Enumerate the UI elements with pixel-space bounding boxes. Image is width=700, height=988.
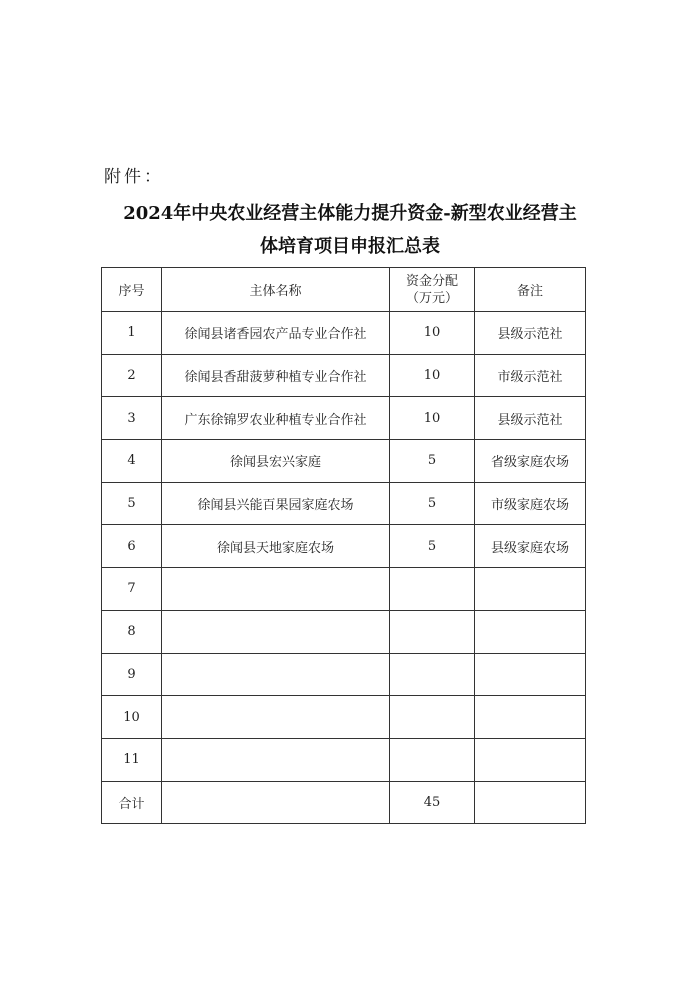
cell-note — [475, 696, 586, 739]
cell-name: 徐闻县兴能百果园家庭农场 — [162, 482, 390, 525]
header-fund-line1: 资金分配 — [405, 273, 458, 289]
table-row — [102, 610, 586, 653]
cell-fund — [390, 610, 475, 653]
attachment-label: 附件： — [104, 167, 164, 187]
cell-name: 徐闻县天地家庭农场 — [162, 525, 390, 568]
cell-fund: 5 — [390, 482, 475, 525]
cell-name — [162, 653, 390, 696]
table-total-row — [102, 781, 586, 823]
cell-note — [475, 610, 586, 653]
cell-seq: 10 — [102, 696, 162, 739]
table-row — [102, 397, 586, 440]
header-note: 备注 — [475, 268, 586, 312]
header-fund — [390, 268, 475, 312]
total-label: 合计 — [102, 781, 162, 823]
cell-seq: 1 — [102, 312, 162, 355]
cell-name — [162, 568, 390, 611]
cell-name — [162, 610, 390, 653]
cell-note: 县级家庭农场 — [475, 525, 586, 568]
cell-seq: 4 — [102, 440, 162, 483]
cell-name: 徐闻县诸香园农产品专业合作社 — [162, 312, 390, 355]
cell-name — [162, 738, 390, 781]
cell-fund: 5 — [390, 525, 475, 568]
total-note — [475, 781, 586, 823]
summary-table — [101, 267, 586, 824]
table-row — [102, 312, 586, 355]
table-header-row — [102, 268, 586, 312]
cell-seq: 6 — [102, 525, 162, 568]
table-row — [102, 525, 586, 568]
cell-fund — [390, 653, 475, 696]
cell-note: 市级家庭农场 — [475, 482, 586, 525]
cell-fund: 10 — [390, 312, 475, 355]
cell-seq: 7 — [102, 568, 162, 611]
cell-seq: 3 — [102, 397, 162, 440]
cell-name: 徐闻县宏兴家庭 — [162, 440, 390, 483]
cell-fund: 5 — [390, 440, 475, 483]
table-row — [102, 568, 586, 611]
table-row — [102, 440, 586, 483]
cell-note — [475, 653, 586, 696]
total-name — [162, 781, 390, 823]
header-name: 主体名称 — [162, 268, 390, 312]
table-row — [102, 482, 586, 525]
cell-note — [475, 738, 586, 781]
cell-name — [162, 696, 390, 739]
table-row — [102, 653, 586, 696]
document-title-line1: 2024年中央农业经营主体能力提升资金-新型农业经营主 — [123, 203, 577, 224]
cell-seq: 5 — [102, 482, 162, 525]
cell-seq: 8 — [102, 610, 162, 653]
cell-seq: 11 — [102, 738, 162, 781]
table-row — [102, 696, 586, 739]
cell-fund: 10 — [390, 397, 475, 440]
cell-seq: 9 — [102, 653, 162, 696]
cell-note: 市级示范社 — [475, 354, 586, 397]
cell-note: 县级示范社 — [475, 312, 586, 355]
cell-note — [475, 568, 586, 611]
cell-fund — [390, 738, 475, 781]
cell-fund — [390, 696, 475, 739]
document-title-line2: 体培育项目申报汇总表 — [260, 236, 440, 257]
cell-fund: 10 — [390, 354, 475, 397]
cell-seq: 2 — [102, 354, 162, 397]
cell-note: 县级示范社 — [475, 397, 586, 440]
table-row — [102, 738, 586, 781]
table-row — [102, 354, 586, 397]
header-fund-line2: （万元） — [405, 290, 458, 306]
cell-note: 省级家庭农场 — [475, 440, 586, 483]
cell-fund — [390, 568, 475, 611]
header-seq: 序号 — [102, 268, 162, 312]
cell-name: 广东徐锦罗农业种植专业合作社 — [162, 397, 390, 440]
cell-name: 徐闻县香甜菠萝种植专业合作社 — [162, 354, 390, 397]
total-fund: 45 — [390, 781, 475, 823]
